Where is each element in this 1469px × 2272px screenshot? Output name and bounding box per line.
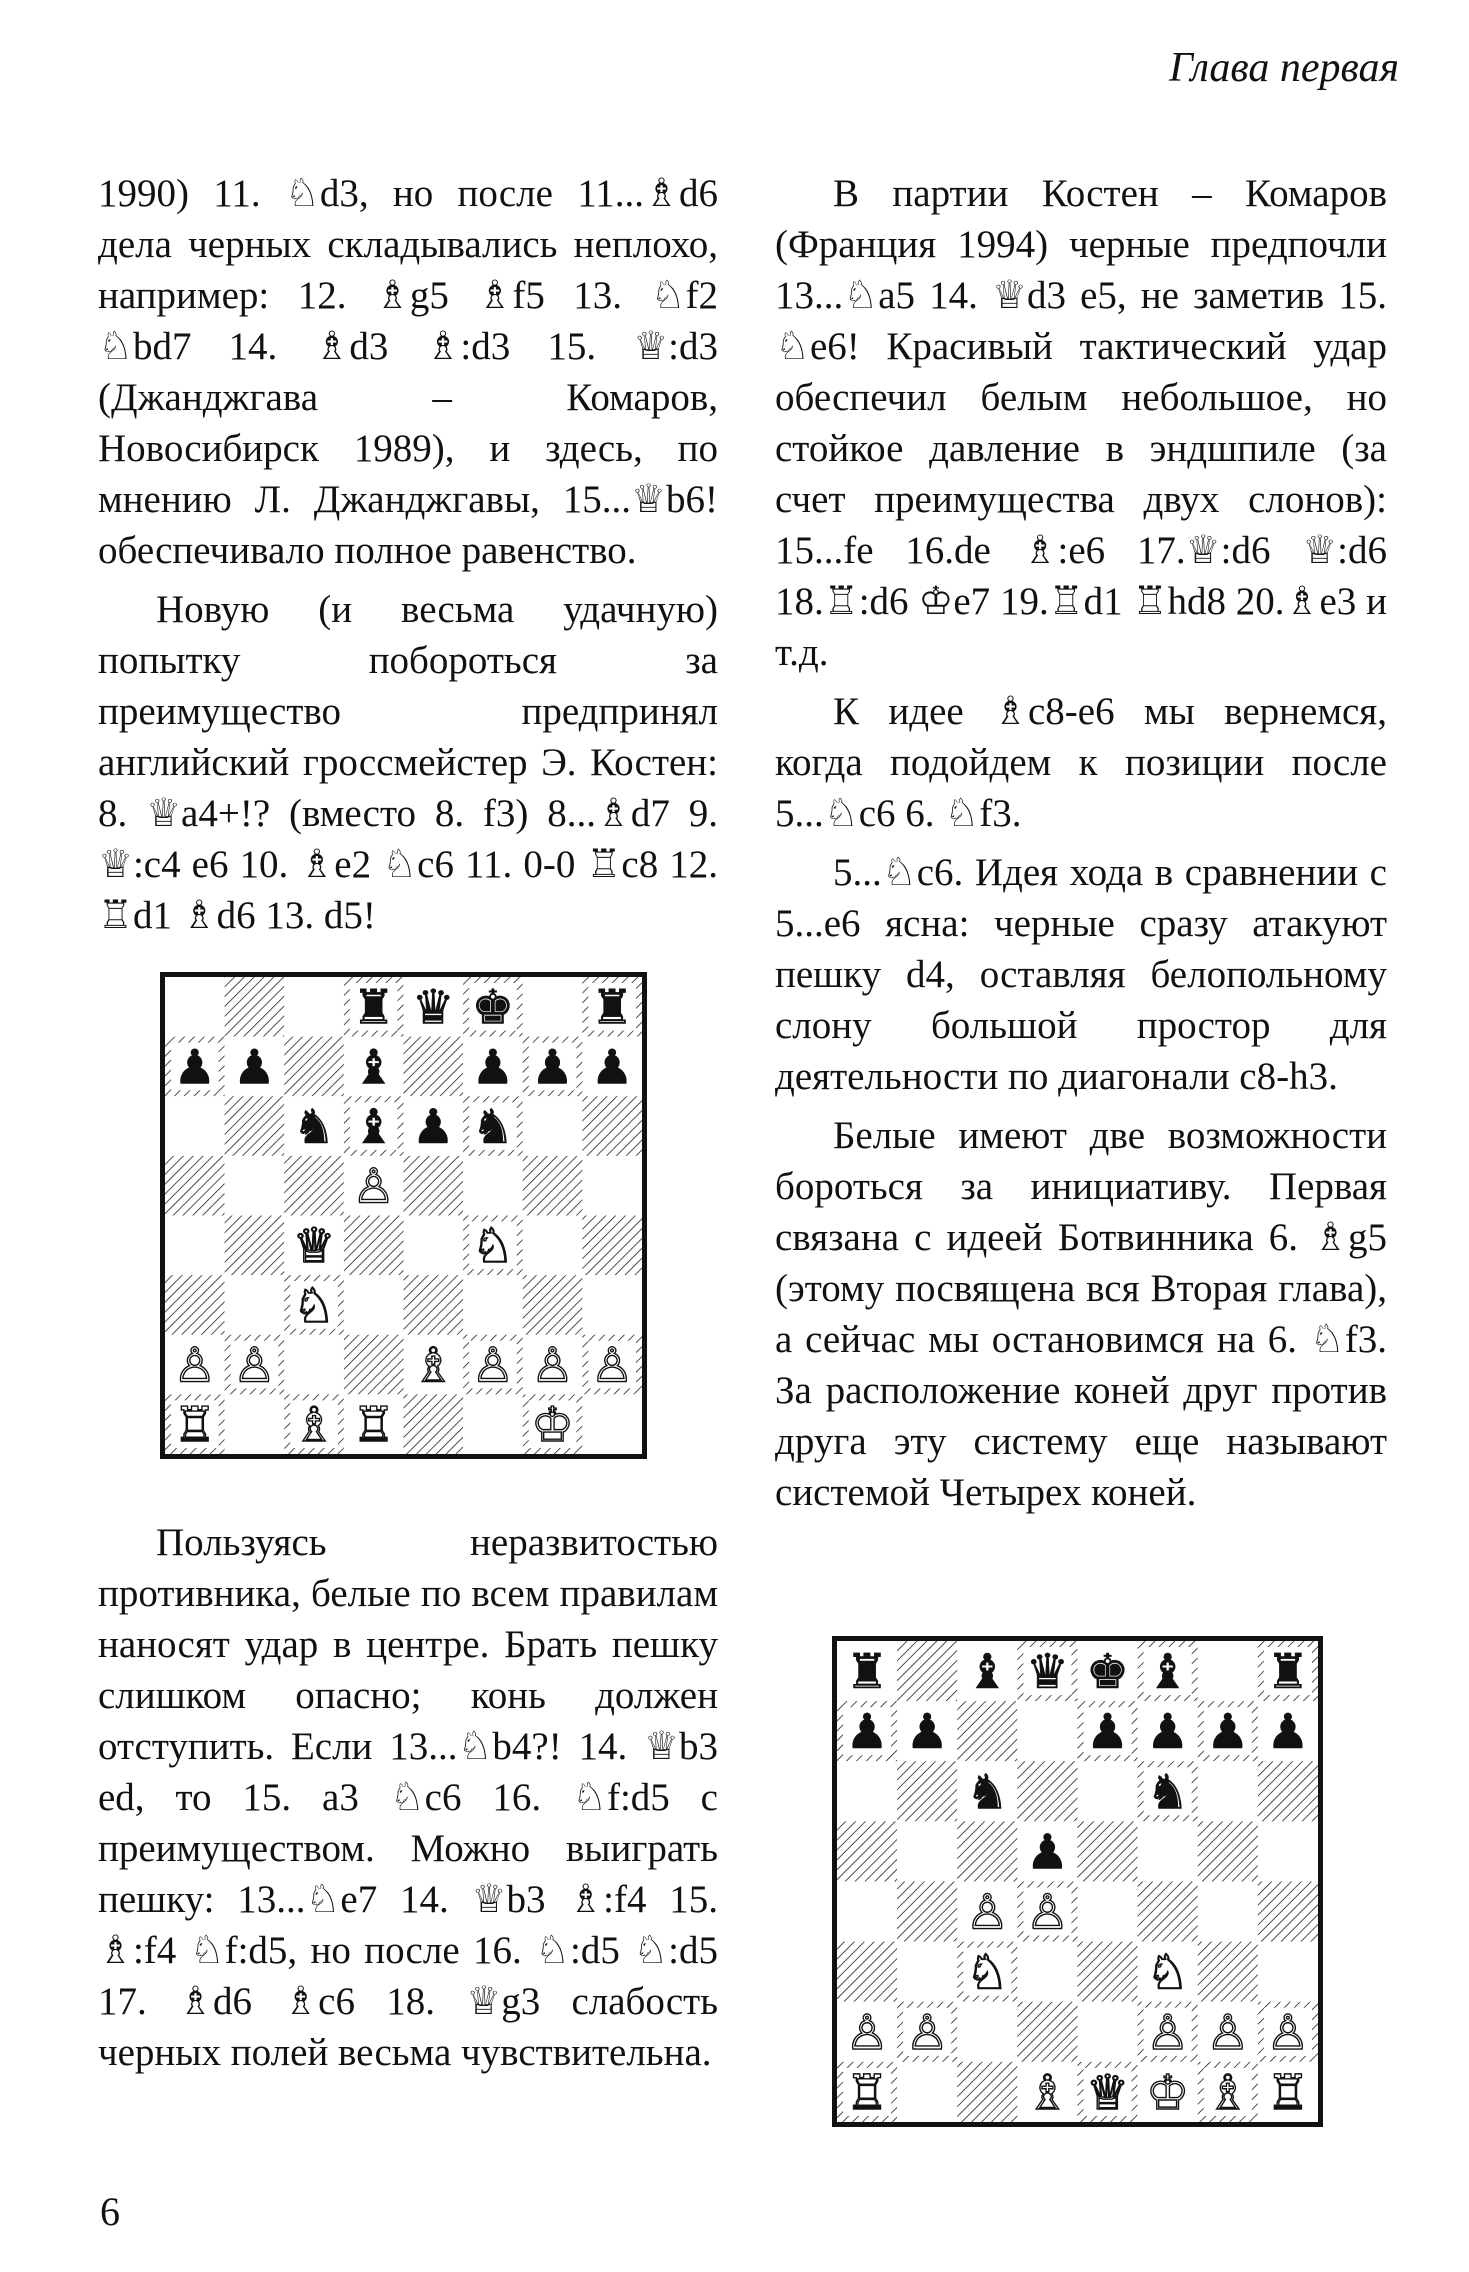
chess-piece-icon: ♖	[173, 1398, 217, 1454]
dark-square	[1078, 1821, 1138, 1881]
chess-piece-icon: ♕	[292, 1219, 336, 1275]
left-column-top	[98, 168, 718, 949]
dark-square	[1017, 1761, 1077, 1821]
dark-square	[837, 1821, 897, 1881]
chess-piece-icon: ♖	[352, 1398, 396, 1454]
dark-square	[837, 1942, 897, 2002]
chess-piece-icon: ♙	[965, 1884, 1009, 1941]
chess-piece-icon: ♘	[1146, 1944, 1190, 2001]
dark-square	[1258, 1761, 1318, 1821]
chess-piece-icon: ♟	[411, 1099, 455, 1155]
chess-piece-icon: ♚	[471, 980, 515, 1036]
chess-piece-icon: ♙	[590, 1338, 634, 1394]
chapter-header: Глава первая	[1168, 45, 1399, 91]
dark-square	[1198, 1821, 1258, 1881]
light-square	[582, 1156, 642, 1216]
dark-square	[225, 1096, 285, 1156]
light-square	[837, 1761, 897, 1821]
light-square	[225, 1394, 285, 1454]
chess-piece-icon: ♘	[471, 1219, 515, 1275]
light-square	[284, 977, 344, 1037]
chess-piece-icon: ♔	[531, 1398, 574, 1454]
chess-piece-icon: ♛	[1025, 1644, 1069, 1701]
dark-square	[1017, 2002, 1077, 2062]
dark-square	[225, 1216, 285, 1276]
light-square	[523, 1096, 583, 1156]
dark-square	[165, 1156, 225, 1216]
dark-square	[344, 1216, 404, 1276]
dark-square	[1198, 1942, 1258, 2002]
chess-piece-icon: ♙	[1206, 2004, 1250, 2061]
dark-square	[284, 1156, 344, 1216]
light-square	[1198, 1882, 1258, 1942]
light-square	[523, 977, 583, 1037]
chess-piece-icon: ♘	[292, 1278, 336, 1334]
chess-board-svg	[837, 1641, 1318, 2122]
light-square	[165, 977, 225, 1037]
light-square	[1078, 2002, 1138, 2062]
dark-square	[523, 1275, 583, 1335]
dark-square	[957, 2062, 1017, 2122]
left-column-bottom	[98, 1517, 718, 2086]
chess-piece-icon: ♙	[173, 1338, 217, 1394]
chess-piece-icon: ♜	[590, 980, 634, 1036]
chess-piece-icon: ♟	[173, 1040, 217, 1096]
paragraph: К идее ♗c8-e6 мы вернемся, когда подойдем к позиции после 5...♘c6 6. ♘f3.	[775, 690, 1387, 835]
chess-piece-icon: ♟	[471, 1040, 515, 1096]
dark-square	[225, 977, 285, 1037]
light-square	[897, 2062, 957, 2122]
dark-square	[957, 1701, 1017, 1761]
light-square	[225, 1275, 285, 1335]
chess-piece-icon: ♟	[905, 1704, 949, 1761]
light-square	[582, 1394, 642, 1454]
dark-square	[1138, 1882, 1198, 1942]
dark-square	[344, 1335, 404, 1395]
light-square	[837, 1882, 897, 1942]
chess-piece-icon: ♞	[292, 1099, 336, 1155]
chess-piece-icon: ♘	[965, 1944, 1009, 2001]
dark-square	[1258, 1882, 1318, 1942]
chess-piece-icon: ♟	[590, 1040, 634, 1096]
chess-piece-icon: ♟	[1146, 1704, 1190, 1761]
chess-piece-icon: ♚	[1086, 1644, 1130, 1701]
dark-square	[897, 1641, 957, 1701]
light-square	[1198, 1641, 1258, 1701]
dark-square	[404, 1394, 464, 1454]
dark-square	[404, 1037, 464, 1097]
light-square	[165, 1096, 225, 1156]
paragraph: Новую (и весьма удачную) попытку побороться за преимущество предпринял английский гроссмейстер Э. Костен: 8. ♕a4+!? (вместо 8. f3) 8...♗d7 9. ♕:c4 e6 10. ♗e2 ♘c6 11. 0-0 ♖c8 12. ♖d1 ♗d6 13. d5!	[98, 588, 718, 937]
chess-piece-icon: ♙	[1266, 2004, 1310, 2061]
chess-piece-icon: ♜	[845, 1644, 889, 1701]
chess-piece-icon: ♗	[292, 1398, 336, 1454]
light-square	[1138, 1821, 1198, 1881]
chess-piece-icon: ♕	[1086, 2064, 1130, 2121]
light-square	[1078, 1761, 1138, 1821]
chess-piece-icon: ♗	[1025, 2064, 1069, 2121]
light-square	[1017, 1942, 1077, 2002]
light-square	[344, 1275, 404, 1335]
dark-square	[957, 1821, 1017, 1881]
chess-piece-icon: ♙	[352, 1159, 396, 1215]
chess-diagram-1	[160, 972, 647, 1459]
light-square	[1078, 1882, 1138, 1942]
paragraph: Белые имеют две возможности бороться за инициативу. Первая связана с идеей Ботвинника 6. ♗g5 (этому посвящена вся Вторая глава), а сейчас мы остановимся на 6. ♘f3. За расположение коней друг против друга эту систему еще называют системой Четырех коней.	[775, 1114, 1387, 1514]
chess-piece-icon: ♟	[1025, 1824, 1069, 1881]
chess-piece-icon: ♛	[411, 980, 455, 1036]
chess-piece-icon: ♟	[531, 1040, 574, 1096]
chess-board-svg	[165, 977, 642, 1454]
chess-piece-icon: ♙	[233, 1338, 276, 1394]
dark-square	[1078, 1942, 1138, 2002]
dark-square	[582, 1216, 642, 1276]
page-number: 6	[100, 2189, 120, 2234]
dark-square	[897, 1882, 957, 1942]
light-square	[897, 1821, 957, 1881]
chess-piece-icon: ♟	[1266, 1704, 1310, 1761]
paragraph: 5...♘c6. Идея хода в сравнении с 5...e6 ясна: черные сразу атакуют пешку d4, оставляя белопольному слону большой простор для деятельности по диагонали c8-h3.	[775, 851, 1387, 1098]
light-square	[1198, 1761, 1258, 1821]
light-square	[165, 1216, 225, 1276]
light-square	[404, 1216, 464, 1276]
chess-piece-icon: ♗	[411, 1338, 455, 1394]
chess-piece-icon: ♙	[845, 2004, 889, 2061]
paragraph: 1990) 11. ♘d3, но после 11...♗d6 дела черных складывались неплохо, например: 12. ♗g5 ♗f5 13. ♘f2 ♘bd7 14. ♗d3 ♗:d3 15. ♕:d3 (Джанджгава – Комаров, Новосибирск 1989), и здесь, по мнению Л. Джанджгавы, 15...♕b6! обеспечивало полное равенство.	[98, 172, 718, 572]
light-square	[463, 1394, 523, 1454]
light-square	[582, 1275, 642, 1335]
chess-piece-icon: ♝	[1146, 1644, 1190, 1701]
dark-square	[404, 1275, 464, 1335]
chess-piece-icon: ♔	[1146, 2064, 1190, 2121]
light-square	[1017, 1701, 1077, 1761]
light-square	[897, 1942, 957, 2002]
chess-piece-icon: ♙	[1025, 1884, 1069, 1941]
paragraph: В партии Костен – Комаров (Франция 1994) черные предпочли 13...♘a5 14. ♕d3 e5, не заметив 15. ♘e6! Красивый тактический удар обеспечил белым небольшое, но стойкое давление в эндшпиле (за счет преимущества двух слонов): 15...fe 16.de ♗:e6 17.♕:d6 ♕:d6 18.♖:d6 ♔e7 19.♖d1 ♖hd8 20.♗e3 и т.д.	[775, 172, 1387, 674]
chess-piece-icon: ♟	[845, 1704, 889, 1761]
chess-piece-icon: ♞	[471, 1099, 515, 1155]
chess-piece-icon: ♗	[1206, 2064, 1250, 2121]
right-column	[775, 168, 1387, 1526]
chess-piece-icon: ♞	[965, 1764, 1009, 1821]
light-square	[1258, 1942, 1318, 2002]
dark-square	[284, 1037, 344, 1097]
light-square	[463, 1275, 523, 1335]
light-square	[463, 1156, 523, 1216]
chess-piece-icon: ♟	[1206, 1704, 1250, 1761]
dark-square	[897, 1761, 957, 1821]
light-square	[1258, 1821, 1318, 1881]
light-square	[523, 1216, 583, 1276]
chess-piece-icon: ♙	[471, 1338, 515, 1394]
light-square	[225, 1156, 285, 1216]
dark-square	[523, 1156, 583, 1216]
dark-square	[165, 1275, 225, 1335]
chess-piece-icon: ♝	[965, 1644, 1009, 1701]
chess-piece-icon: ♝	[352, 1099, 396, 1155]
light-square	[957, 2002, 1017, 2062]
chess-piece-icon: ♙	[531, 1338, 574, 1394]
chess-piece-icon: ♜	[352, 980, 396, 1036]
chess-piece-icon: ♖	[845, 2064, 889, 2121]
dark-square	[582, 1096, 642, 1156]
chess-piece-icon: ♖	[1266, 2064, 1310, 2121]
light-square	[284, 1335, 344, 1395]
chess-piece-icon: ♙	[1146, 2004, 1190, 2061]
chess-piece-icon: ♟	[1086, 1704, 1130, 1761]
chess-piece-icon: ♟	[233, 1040, 276, 1096]
chess-piece-icon: ♙	[905, 2004, 949, 2061]
chess-piece-icon: ♜	[1266, 1644, 1310, 1701]
paragraph: Пользуясь неразвитостью противника, белые по всем правилам наносят удар в центре. Брать пешку слишком опасно; конь должен отступить. Если 13...♘b4?! 14. ♕b3 ed, то 15. a3 ♘c6 16. ♘f:d5 с преимуществом. Можно выиграть пешку: 13...♘e7 14. ♕b3 ♗:f4 15. ♗:f4 ♘f:d5, но после 16. ♘:d5 ♘:d5 17. ♗d6 ♗c6 18. ♕g3 слабость черных полей весьма чувствительна.	[98, 1521, 718, 2074]
dark-square	[404, 1156, 464, 1216]
chess-diagram-2	[832, 1636, 1323, 2127]
chess-piece-icon: ♝	[352, 1040, 396, 1096]
chess-piece-icon: ♞	[1146, 1764, 1190, 1821]
